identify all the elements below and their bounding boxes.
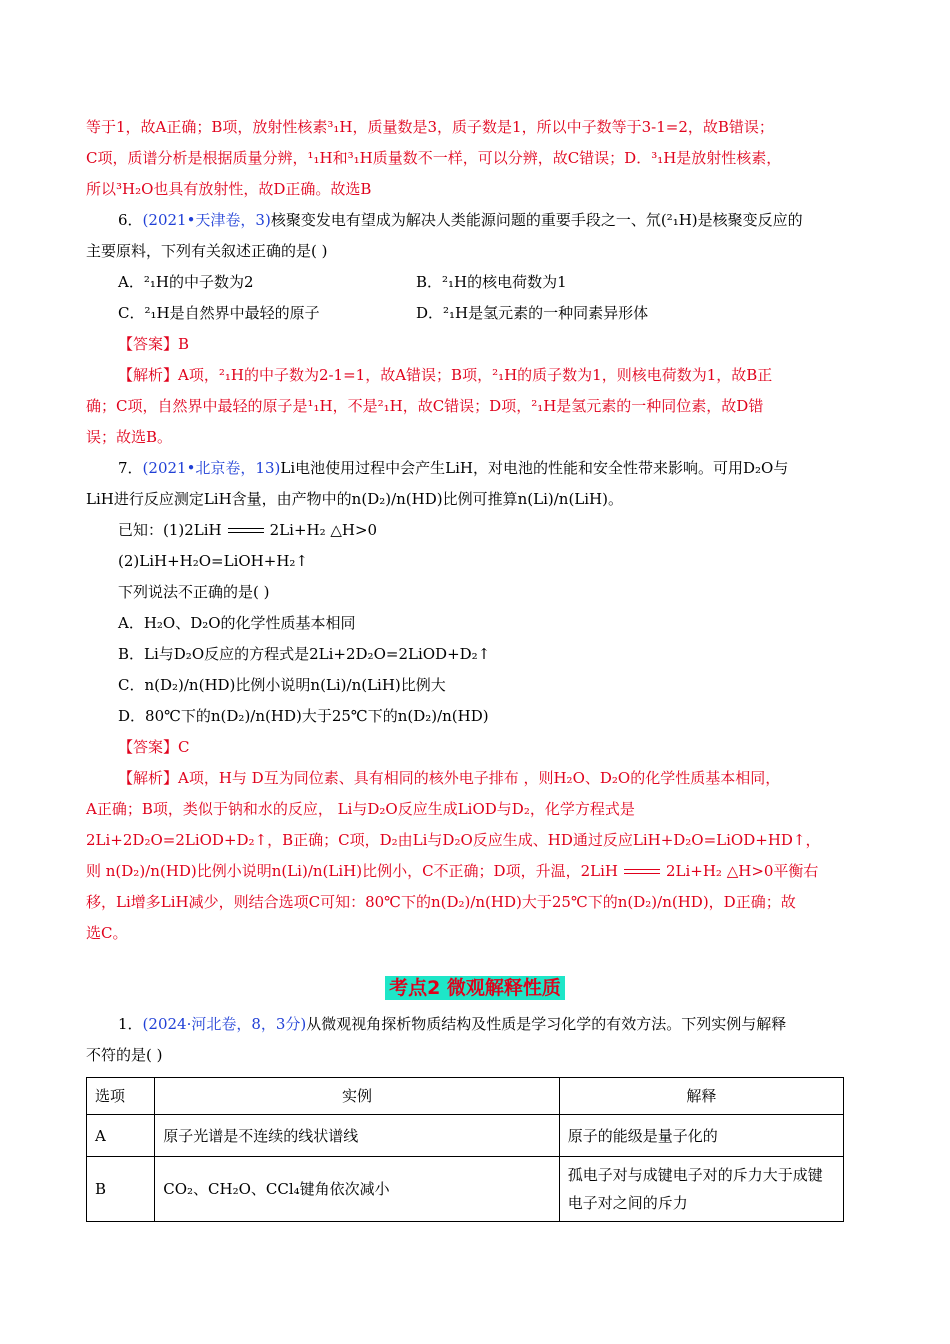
table-cell: 原子的能级是量子化的: [559, 1115, 843, 1157]
q6-number: 6．: [118, 211, 143, 229]
q6-options-row: [86, 298, 864, 329]
q6-stem-b: 主要原料，下列有关叙述正确的是( ): [86, 242, 328, 260]
q6-option-d: D．²₁H是氢元素的一种同素异形体: [416, 304, 649, 322]
q7-answer: 【答案】C: [118, 738, 190, 756]
q6-option-c: C．²₁H是自然界中最轻的原子: [118, 304, 320, 322]
q7-source: (2021•北京卷，13): [142, 459, 281, 477]
q6-option-b: B．²₁H的核电荷数为1: [416, 273, 567, 291]
q7-known-2: (2)LiH+H₂O=LiOH+H₂↑: [118, 552, 308, 570]
s2q1-source: (2024·河北卷，8，3分): [142, 1015, 307, 1033]
table-cell: A: [87, 1115, 155, 1157]
equilibrium-arrow-icon: [622, 867, 662, 877]
q6-analysis-line: 确；C项，自然界中最轻的原子是¹₁H，不是²₁H，故C错误；D项，²₁H是氢元素的一种同位素，故D错: [86, 397, 764, 415]
q7-analysis-line: [86, 856, 864, 887]
document-page: [86, 112, 864, 1222]
q6-stem-a: 核聚变发电有望成为解决人类能源问题的重要手段之一、氘(²₁H)是核聚变反应的: [270, 211, 803, 229]
q7-stem-a: Li电池使用过程中会产生LiH，对电池的性能和安全性带来影响。可用D₂O与: [280, 459, 789, 477]
q7-ask: 下列说法不正确的是( ): [118, 583, 270, 601]
table-row: [87, 1157, 844, 1222]
known-1-right: 2Li+H₂ △H>0: [269, 521, 378, 539]
table-cell: CO₂、CH₂O、CCl₄键角依次减小: [155, 1157, 559, 1222]
q7-stem-b: LiH进行反应测定LiH含量，由产物中的n(D₂)/n(HD)比例可推算n(Li)/n(LiH)。: [86, 490, 623, 508]
q7-option-b: B．Li与D₂O反应的方程式是2Li+2D₂O=2LiOD+D₂↑: [118, 645, 491, 663]
q7-analysis-line: 【解析】A项，H与 D互为同位素、具有相同的核外电子排布 ，则H₂O、D₂O的化学性质基本相同，: [118, 769, 781, 787]
q7-option-c: C．n(D₂)/n(HD)比例小说明n(Li)/n(LiH)比例大: [118, 676, 446, 694]
ana4-left: 则 n(D₂)/n(HD)比例小说明n(Li)/n(LiH)比例小，C不正确；D项，升温，2LiH: [86, 862, 618, 880]
section-title: 考点2 微观解释性质: [385, 976, 565, 1000]
table-header: 选项: [87, 1078, 155, 1115]
q6-answer: 【答案】B: [118, 335, 190, 353]
table-row: [87, 1115, 844, 1157]
s2q1-stem-a: 从微观视角探析物质结构及性质是学习化学的有效方法。下列实例与解释: [306, 1015, 787, 1033]
q7-analysis-line: A正确；B项，类似于钠和水的反应， Li与D₂O反应生成LiOD与D₂，化学方程式是: [86, 800, 635, 818]
q6-source: (2021•天津卷，3): [142, 211, 271, 229]
s2q1-stem: [86, 1009, 864, 1040]
q7-analysis-line: 移，Li增多LiH减少，则结合选项C可知：80℃下的n(D₂)/n(HD)大于25℃下的n(D₂)/n(HD)，D正确；故: [86, 893, 796, 911]
q6-stem: [86, 205, 864, 236]
ana4-right: 2Li+H₂ △H>0平衡右: [665, 862, 819, 880]
options-table: [86, 1077, 844, 1222]
prev-analysis-line: 等于1，故A正确；B项，放射性核素³₁H，质量数是3，质子数是1，所以中子数等于3-1=2，故B错误；: [86, 118, 774, 136]
prev-analysis-line: C项，质谱分析是根据质量分辨，¹₁H和³₁H质量数不一样，可以分辨，故C错误；D．³₁H是放射性核素，: [86, 149, 782, 167]
table-header-row: [87, 1078, 844, 1115]
table-header: 实例: [155, 1078, 559, 1115]
q6-options-row: [86, 267, 864, 298]
s2q1-stem-b: 不符的是( ): [86, 1046, 163, 1064]
q7-analysis-line: 选C。: [86, 924, 128, 942]
table-cell: 原子光谱是不连续的线状谱线: [155, 1115, 559, 1157]
known-1-left: 已知：(1)2LiH: [118, 521, 222, 539]
equilibrium-arrow-icon: [226, 526, 266, 536]
s2q1-number: 1．: [118, 1015, 143, 1033]
q6-analysis-line: 【解析】A项，²₁H的中子数为2-1=1，故A错误；B项，²₁H的质子数为1，则核电荷数为1，故B正: [118, 366, 773, 384]
q7-option-d: D．80℃下的n(D₂)/n(HD)大于25℃下的n(D₂)/n(HD): [118, 707, 489, 725]
prev-analysis-line: 所以³H₂O也具有放射性，故D正确。故选B: [86, 180, 372, 198]
q6-analysis-line: 误；故选B。: [86, 428, 173, 446]
table-cell: B: [87, 1157, 155, 1222]
q7-known-1: [86, 515, 864, 546]
q6-option-a: A．²₁H的中子数为2: [118, 273, 254, 291]
q7-number: 7．: [118, 459, 143, 477]
q7-stem: [86, 453, 864, 484]
section-heading: [86, 973, 864, 1005]
q7-option-a: A．H₂O、D₂O的化学性质基本相同: [118, 614, 356, 632]
table-cell: 孤电子对与成键电子对的斥力大于成键电子对之间的斥力: [559, 1157, 843, 1222]
table-header: 解释: [559, 1078, 843, 1115]
q7-analysis-line: 2Li+2D₂O=2LiOD+D₂↑，B正确；C项，D₂由Li与D₂O反应生成、HD通过反应LiH+D₂O=LiOD+HD↑，: [86, 831, 821, 849]
